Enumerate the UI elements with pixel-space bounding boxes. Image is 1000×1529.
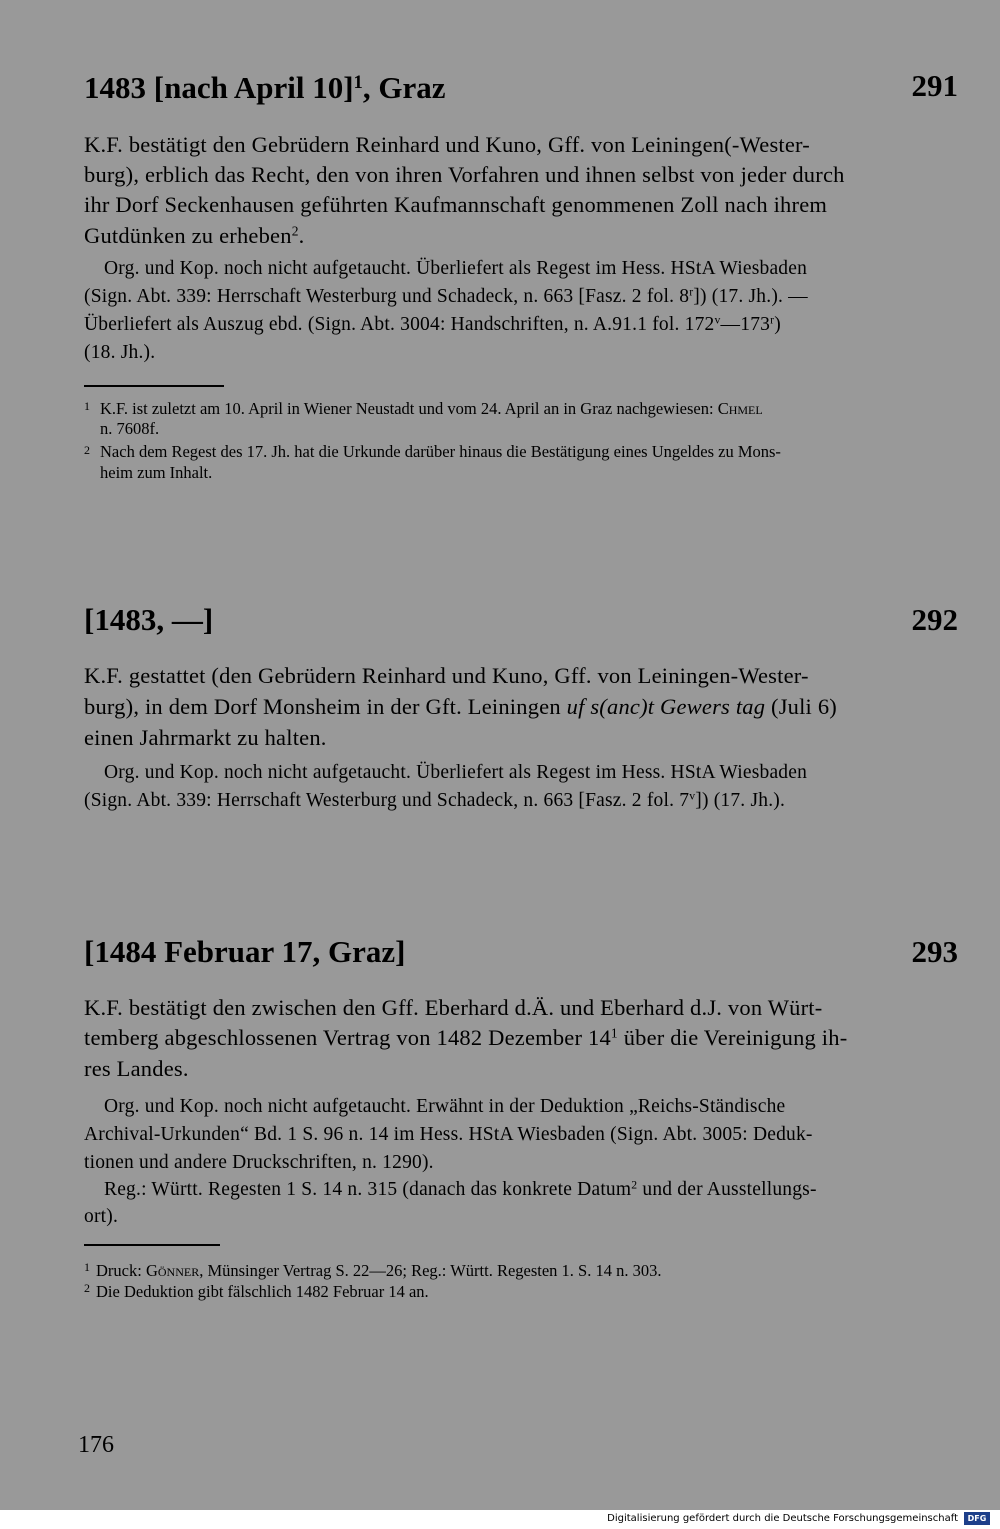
quoted-date-phrase: uf s(anc)t Gewers tag [566, 694, 766, 719]
entry-291-footnote-2-cont: heim zum Inhalt. [100, 463, 213, 482]
funding-credit: Digitalisierung gefördert durch die Deutsche Forschungsgemeinschaft [607, 1513, 958, 1524]
footnote-divider [84, 385, 224, 387]
entry-291-source-line: Org. und Kop. noch nicht aufgetaucht. Überliefert als Regest im Hess. HStA Wiesbaden [104, 258, 808, 279]
entry-293-footnote-2-mark: 2 [84, 1281, 90, 1295]
entry-291-heading [84, 70, 445, 106]
page-number: 176 [78, 1432, 114, 1458]
entry-291-body-line: K.F. bestätigt den Gebrüdern Reinhard und Kuno, Gff. von Leiningen(-Wester- [84, 132, 810, 157]
entry-293-source-line: Archival-Urkunden“ Bd. 1 S. 96 n. 14 im Hess. HStA Wiesbaden (Sign. Abt. 3005: Deduk- [84, 1124, 813, 1145]
entry-291-place: , Graz [362, 70, 446, 105]
entry-293-body-line: temberg abgeschlossenen Vertrag von 1482 Dezember $14^1$ über die Vereinigung ih- [84, 1025, 848, 1050]
entry-292-heading: [1483, —] [84, 602, 214, 637]
entry-293-source-line: Org. und Kop. noch nicht aufgetaucht. Erwähnt in der Deduktion „Reichs-Ständische [104, 1096, 786, 1117]
entry-292-number: 292 [911, 602, 958, 637]
entry-293-source-line: tionen und andere Druckschriften, n. 1290). [84, 1152, 434, 1173]
entry-293-footnote-2: Die Deduktion gibt fälschlich 1482 Februar 14 an. [96, 1282, 429, 1301]
entry-293-footnote-1-mark: 1 [84, 1260, 90, 1274]
entry-291-footnote-1: K.F. ist zuletzt am 10. April in Wiener Neustadt und vom 24. April an in Graz nachgewiesen: Chmel [100, 399, 763, 418]
entry-291-number: 291 [911, 68, 958, 103]
entry-291-date: 1483 [nach April 10] [84, 70, 354, 105]
entry-293-heading: [1484 Februar 17, Graz] [84, 934, 406, 969]
entry-293-regest-line: Reg.: Württ. Regesten 1 S. 14 n. 315 (danach das konkrete Datum$^2$ und der Ausstellungs- [104, 1178, 817, 1200]
footnote-author: Gönner [145, 1261, 200, 1280]
entry-293-body-footnote-ref: 1 [610, 1025, 618, 1041]
entry-292-body-line: burg), in dem Dorf Monsheim in der Gft. Leiningen uf s(anc)t Gewers tag (Juli 6) [84, 694, 837, 719]
entry-291-source-line: Überliefert als Auszug ebd. (Sign. Abt. 3004: Handschriften, n. A.91.1 fol. 172$^v$—173$^r$) [84, 313, 781, 335]
entry-293-body-line: res Landes. [84, 1056, 189, 1081]
entry-293-body-line: K.F. bestätigt den zwischen den Gff. Eberhard d.Ä. und Eberhard d.J. von Würt- [84, 995, 823, 1020]
footnote-divider [84, 1244, 220, 1246]
footnote-author: Chmel [717, 399, 763, 418]
entry-293-regest-line: ort). [84, 1206, 119, 1227]
entry-291-source-line: (18. Jh.). [84, 342, 156, 363]
entry-291-body-line: ihr Dorf Seckenhausen geführten Kaufmannschaft genommenen Zoll nach ihrem [84, 192, 828, 217]
entry-291-body-line: Gutdünken zu erheben$^2$. [84, 223, 305, 248]
entry-292-source-line: (Sign. Abt. 339: Herrschaft Westerburg und Schadeck, n. 663 [Fasz. 2 fol. 7$^v$]) (17. Jh.). [84, 789, 786, 811]
entry-293-footnote-1: Druck: Gönner, Münsinger Vertrag S. 22—26; Reg.: Württ. Regesten 1. S. 14 n. 303. [96, 1261, 662, 1280]
entry-291-body-footnote-ref: 2 [291, 223, 299, 239]
entry-292-source-line: Org. und Kop. noch nicht aufgetaucht. Überliefert als Regest im Hess. HStA Wiesbaden [104, 762, 808, 783]
entry-291-footnote-2-mark: 2 [84, 443, 90, 457]
entry-291-heading-footnote-ref: 1 [353, 71, 363, 93]
entry-293-number: 293 [911, 934, 958, 969]
entry-292-body-line: einen Jahrmarkt zu halten. [84, 725, 327, 750]
dfg-logo: DFG [964, 1512, 990, 1525]
entry-291-body-line: burg), erblich das Recht, den von ihren Vorfahren und ihnen selbst von jeder durch [84, 162, 845, 187]
entry-291-footnote-1-cont: n. 7608f. [100, 419, 160, 438]
entry-291-source-line: (Sign. Abt. 339: Herrschaft Westerburg und Schadeck, n. 663 [Fasz. 2 fol. 8$^r$]) (17. Jh.). — [84, 285, 808, 307]
entry-291-footnote-1-mark: 1 [84, 399, 90, 413]
entry-292-body-line: K.F. gestattet (den Gebrüdern Reinhard und Kuno, Gff. von Leiningen-Wester- [84, 663, 809, 688]
entry-291-footnote-2: Nach dem Regest des 17. Jh. hat die Urkunde darüber hinaus die Bestätigung eines Ungeldes zu Mons- [100, 442, 781, 461]
